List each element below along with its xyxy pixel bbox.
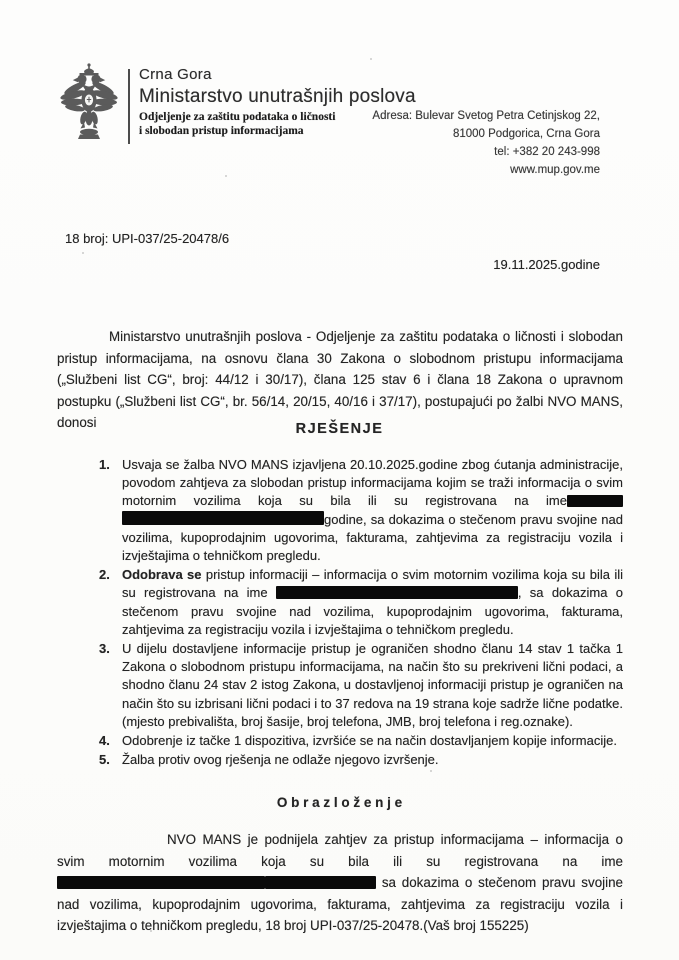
resolution-title: RJEŠENJE — [295, 421, 384, 437]
item-number: 2. — [99, 567, 110, 583]
intro-paragraph: Ministarstvo unutrašnjih poslova - Odjeljenje za zaštitu podataka o ličnosti i slobodan pristup informacijama, na osnovu člana 30 Zakona o slobodnom pristupu informacijama („Službeni list CG“, broj: 44/12 i 30/17), člana 125 stav 6 i člana 18 Zakona o upravnom postupku („Službeni list CG“, br. 56/14, 20/15, 40/16 i 37/17), postupajući po žalbi NVO MANS, donosi — [57, 329, 623, 430]
item-number: 5. — [99, 752, 110, 768]
website-url: www.mup.gov.me — [510, 164, 600, 176]
item-text — [122, 456, 623, 565]
item-bold-lead: Odobrava se — [122, 567, 202, 583]
address-line-1: Adresa: Bulevar Svetog Petra Cetinjskog 22, — [372, 110, 600, 122]
address-line-2: 81000 Podgorica, Crna Gora — [452, 128, 600, 140]
item-text-segment: Usvaja se žalba NVO MANS izjavljena 20.10.2025.godine zbog ćutanja administracije, povodom zahtjeva za slobodan pristup informacijama kojim se traži informacija o svim motornim vozilima koja su bila ili su registrovana na ime — [122, 457, 623, 509]
montenegro-coat-of-arms-icon — [60, 62, 118, 146]
department-name-line1: Odjeljenje za zaštitu podataka o ličnosti — [139, 111, 336, 123]
item-text-segment: godine, sa dokazima o stečenom pravu svojine nad vozilima, kupoprodajnim ugovorima, fakturama, zahtjevima za registraciju vozila i izvještajima o tehničkom pregledu. — [122, 511, 623, 564]
item-number: 1. — [99, 457, 110, 472]
redaction-bar — [276, 586, 518, 599]
redaction-bar — [57, 876, 265, 889]
ministry-name: Ministarstvo unutrašnjih poslova — [139, 86, 416, 107]
item-number: 3. — [99, 641, 110, 657]
scan-speckle — [150, 930, 152, 932]
header-divider — [128, 69, 130, 144]
item-text: U dijelu dostavljene informacije pristup je ograničen shodno članu 14 stav 1 tačka 1 Zakona o slobodnom pristupu informacijama, na način što su prekriveni lični podaci, a shodno članu 24 stav 2 istog Zakona, u dostavljenoj informaciji pristup je ograničen na način što su izbrisani lični podaci i to 37 redova na 19 strana koje sadrže lične podatke. (mjesto prebivališta, broj šasije, broj telefona, JMB, broj telefona i reg.oznake). — [122, 641, 623, 729]
explanation-text-segment: NVO MANS je podnijela zahtjev za pristup informacijama – informacija o svim motornim vozilima koja su bila ili su registrovana na ime — [57, 832, 623, 869]
resolution-item-2 — [99, 566, 623, 639]
scan-speckle — [225, 175, 227, 177]
redaction-bar — [567, 495, 623, 507]
contact-block — [372, 107, 600, 179]
explanation-paragraph — [57, 829, 623, 937]
resolution-items — [99, 456, 623, 770]
scan-speckle — [370, 58, 372, 60]
resolution-item-4 — [99, 732, 623, 750]
country-name: Crna Gora — [139, 66, 212, 83]
resolution-item-5 — [99, 751, 623, 769]
document-date: 19.11.2025.godine — [493, 257, 600, 272]
scan-speckle — [82, 252, 84, 254]
redaction-bar — [265, 876, 376, 889]
resolution-item-3 — [99, 640, 623, 731]
item-number: 4. — [99, 733, 110, 749]
explanation-title: O b r a z l o ž e n j e — [276, 795, 403, 810]
redaction-bar — [122, 511, 324, 525]
phone-number: tel: +382 20 243-998 — [494, 146, 600, 158]
explanation-text-segment: sa dokazima o stečenom pravu svojine nad vozilima, kupoprodajnim ugovorima, fakturama, zahtjevima za registraciju vozila i izvještajima o tehničkom pregledu, 18 broj UPI-037/25-20478.(Vaš broj 155225) — [57, 875, 623, 933]
item-text-segment: , sa dokazima o stečenom pravu svojine nad vozilima, kupoprodajnim ugovorima, fakturama, zahtjevima za registraciju vozila i izvještajima o tehničkom pregledu. — [122, 585, 623, 637]
item-text-segment: pristup informaciji – informacija o svim motornim vozilima koja su bila ili su registrovana na ime — [122, 567, 623, 601]
reference-number: 18 broj: UPI-037/25-20478/6 — [65, 231, 230, 246]
item-text — [122, 566, 623, 639]
resolution-item-1 — [99, 456, 623, 565]
item-text: Žalba protiv ovog rješenja ne odlaže njegovo izvršenje. — [122, 752, 439, 768]
department-name-line2: i slobodan pristup informacijama — [139, 125, 304, 137]
item-text: Odobrenje iz tačke 1 dispozitiva, izvršiće se na način dostavljanjem kopije informacije. — [122, 733, 617, 749]
scan-speckle — [430, 770, 432, 772]
